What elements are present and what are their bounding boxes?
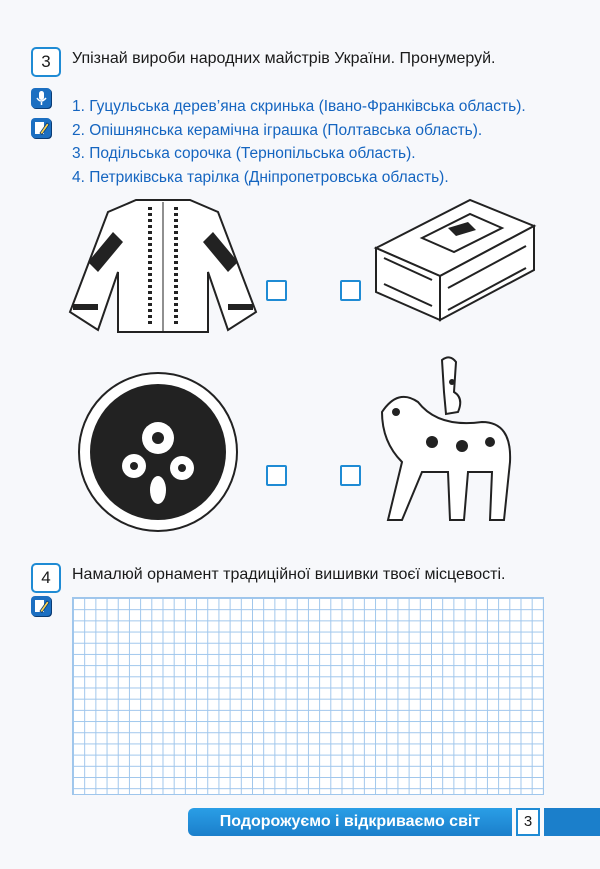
- microphone-icon: [31, 88, 51, 108]
- embroidered-shirt-image: [68, 192, 258, 340]
- pencil-icon: [31, 118, 51, 138]
- list-item: 2. Опішнянська керамічна іграшка (Полтавська область).: [72, 121, 483, 139]
- painted-plate-image: [76, 370, 240, 534]
- list-item: 3. Подільська сорочка (Тернопільська область).: [72, 145, 416, 162]
- ceramic-horse-toy-image: [372, 352, 522, 524]
- list-item: 4. Петриківська тарілка (Дніпропетровська область).: [72, 168, 449, 186]
- answer-box-plate[interactable]: [266, 465, 287, 486]
- task-3-number: 3: [31, 47, 61, 77]
- answer-box-horse[interactable]: [340, 465, 361, 486]
- list-item: 1. Гуцульська дерев’яна скринька (Івано-Франківська область).: [72, 98, 526, 115]
- task-4-number: 4: [31, 563, 61, 593]
- footer-band-tail: [544, 808, 600, 836]
- craft-list: [72, 95, 526, 189]
- footer-title: Подорожуємо і відкриваємо світ: [188, 808, 512, 836]
- answer-box-box[interactable]: [340, 280, 361, 301]
- wooden-box-image: [372, 196, 538, 324]
- page-number: 3: [516, 808, 540, 836]
- drawing-grid[interactable]: [72, 597, 544, 795]
- answer-box-shirt[interactable]: [266, 280, 287, 301]
- pencil-icon: [31, 596, 51, 616]
- task-3-title: Упізнай вироби народних майстрів України. Пронумеруй.: [72, 50, 496, 67]
- task-4-title: Намалюй орнамент традиційної вишивки твоєї місцевості.: [72, 566, 506, 583]
